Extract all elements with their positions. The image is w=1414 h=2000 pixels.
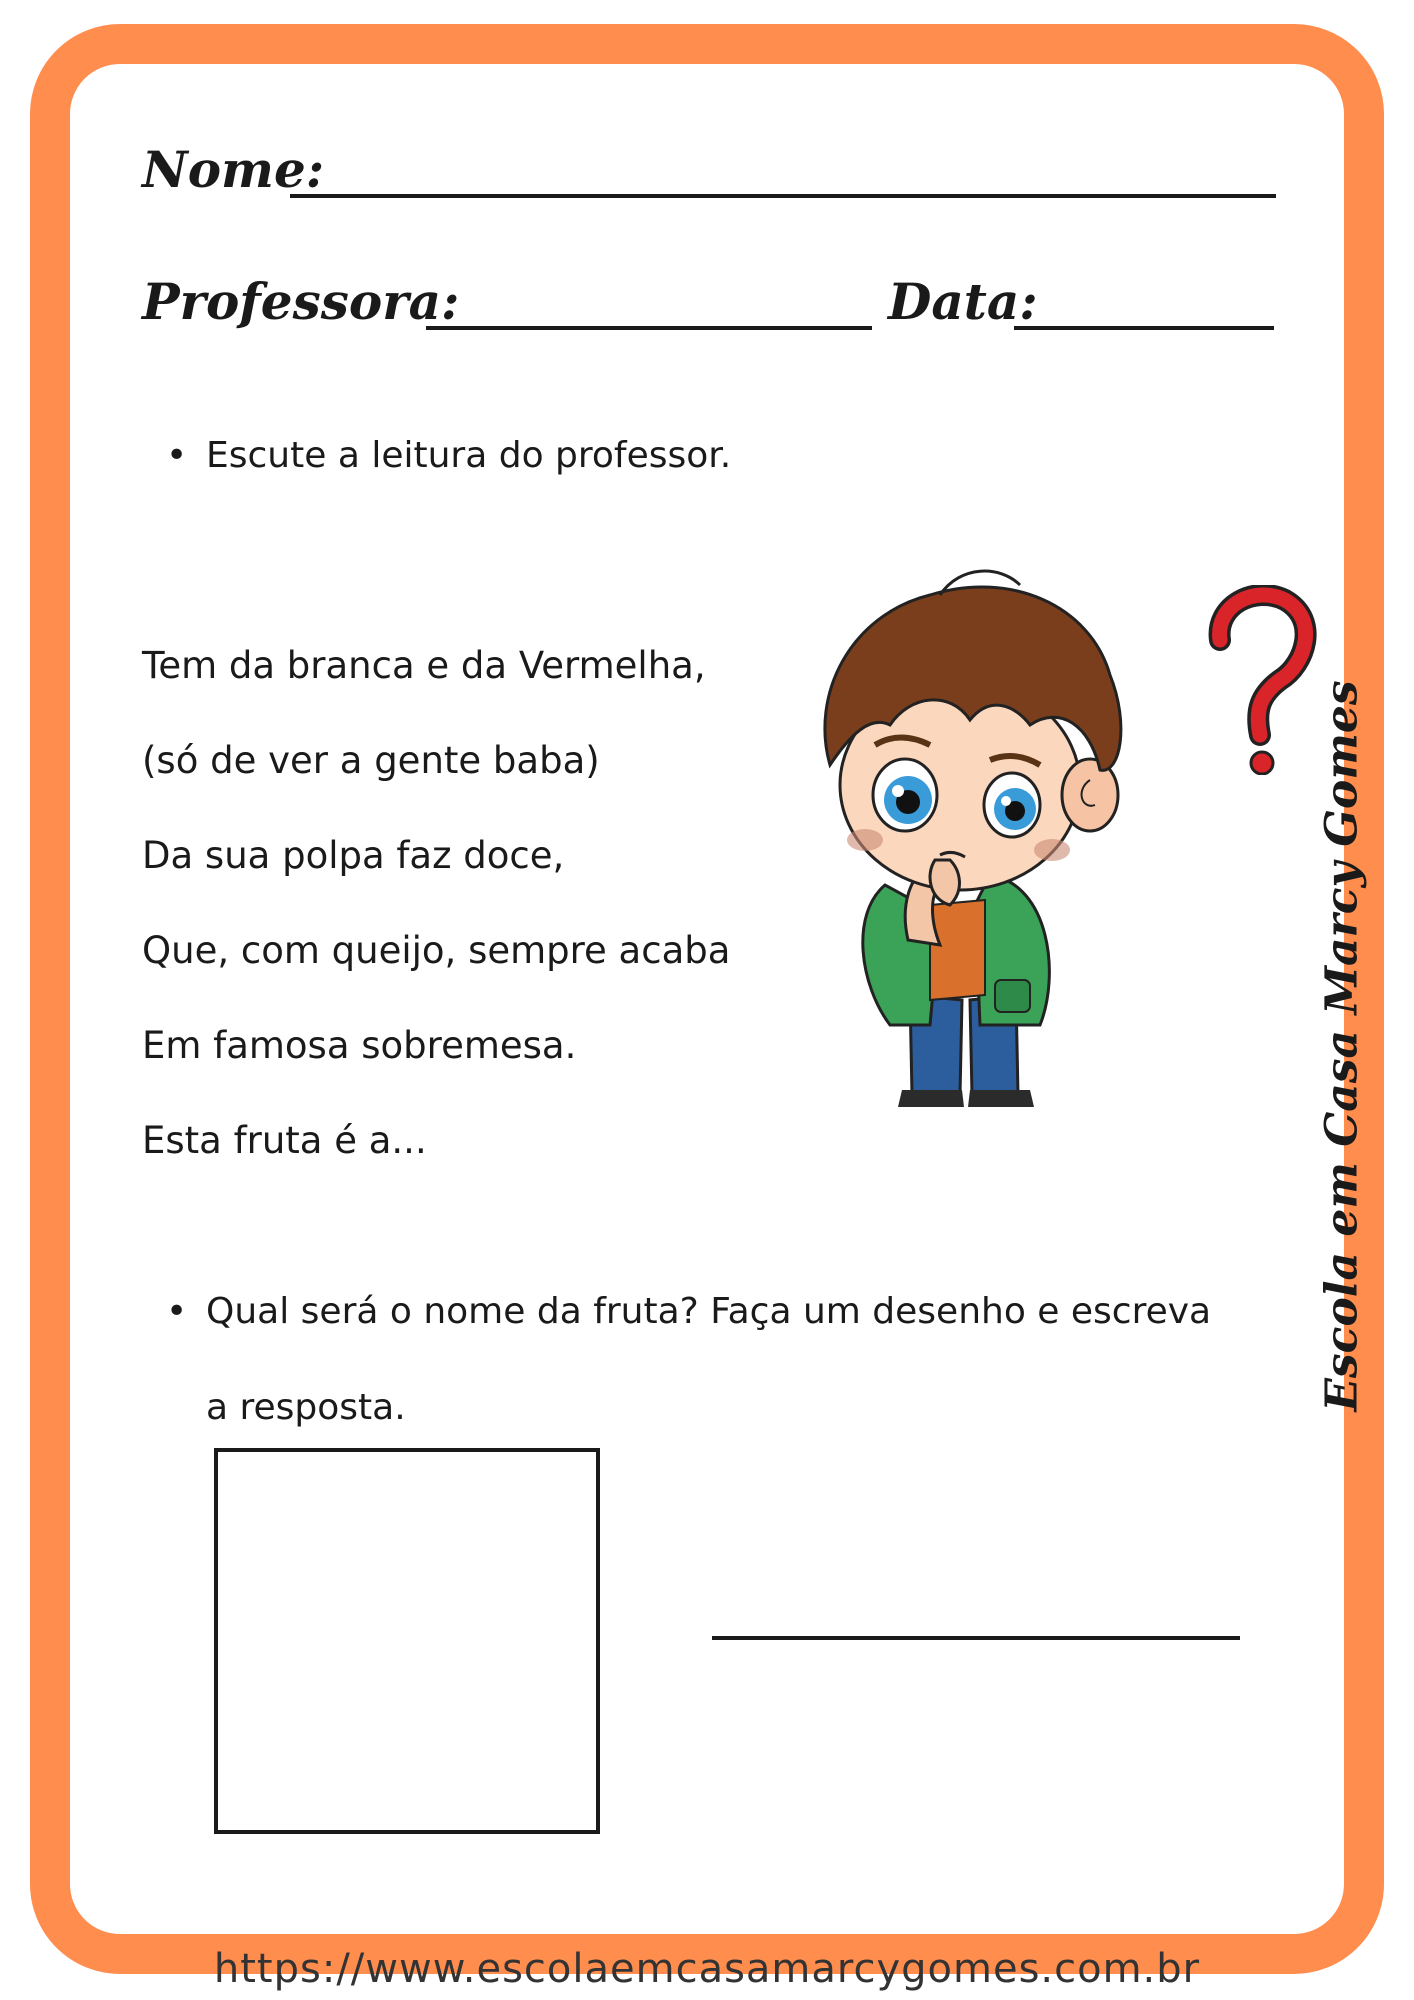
teacher-label: Professora: [142, 272, 460, 331]
date-label: Data: [888, 272, 1038, 331]
poem-line: Tem da branca e da Vermelha, [142, 644, 706, 687]
bullet-icon: • [166, 1291, 188, 1332]
drawing-box[interactable] [214, 1448, 600, 1834]
poem-line: Em famosa sobremesa. [142, 1024, 577, 1067]
date-answer-line[interactable] [1014, 326, 1274, 330]
poem-line: Da sua polpa faz doce, [142, 834, 565, 877]
poem-line: Que, com queijo, sempre acaba [142, 929, 731, 972]
instruction-listen-text: Escute a leitura do professor. [206, 435, 732, 476]
question-mark-icon [1200, 585, 1320, 775]
school-brand-vertical: Escola em Casa Marcy Gomes [1316, 680, 1368, 1412]
name-label: Nome: [142, 140, 325, 199]
instruction-listen [166, 432, 732, 480]
instruction-question-continued [206, 1384, 406, 1432]
instruction-question-text-2: a resposta. [206, 1387, 406, 1428]
instruction-question [166, 1288, 1212, 1336]
confused-boy-icon [790, 555, 1200, 1115]
website-url[interactable]: https://www.escolaemcasamarcygomes.com.br [213, 1946, 1201, 1992]
name-answer-line[interactable] [290, 194, 1276, 198]
riddle-poem [142, 618, 730, 1188]
poem-line: (só de ver a gente baba) [142, 739, 600, 782]
bullet-icon: • [166, 435, 188, 476]
poem-line: Esta fruta é a... [142, 1119, 427, 1162]
fruit-answer-line[interactable] [712, 1636, 1240, 1640]
instruction-question-text: Qual será o nome da fruta? Faça um desenho e escreva [206, 1291, 1212, 1332]
teacher-answer-line[interactable] [426, 326, 872, 330]
